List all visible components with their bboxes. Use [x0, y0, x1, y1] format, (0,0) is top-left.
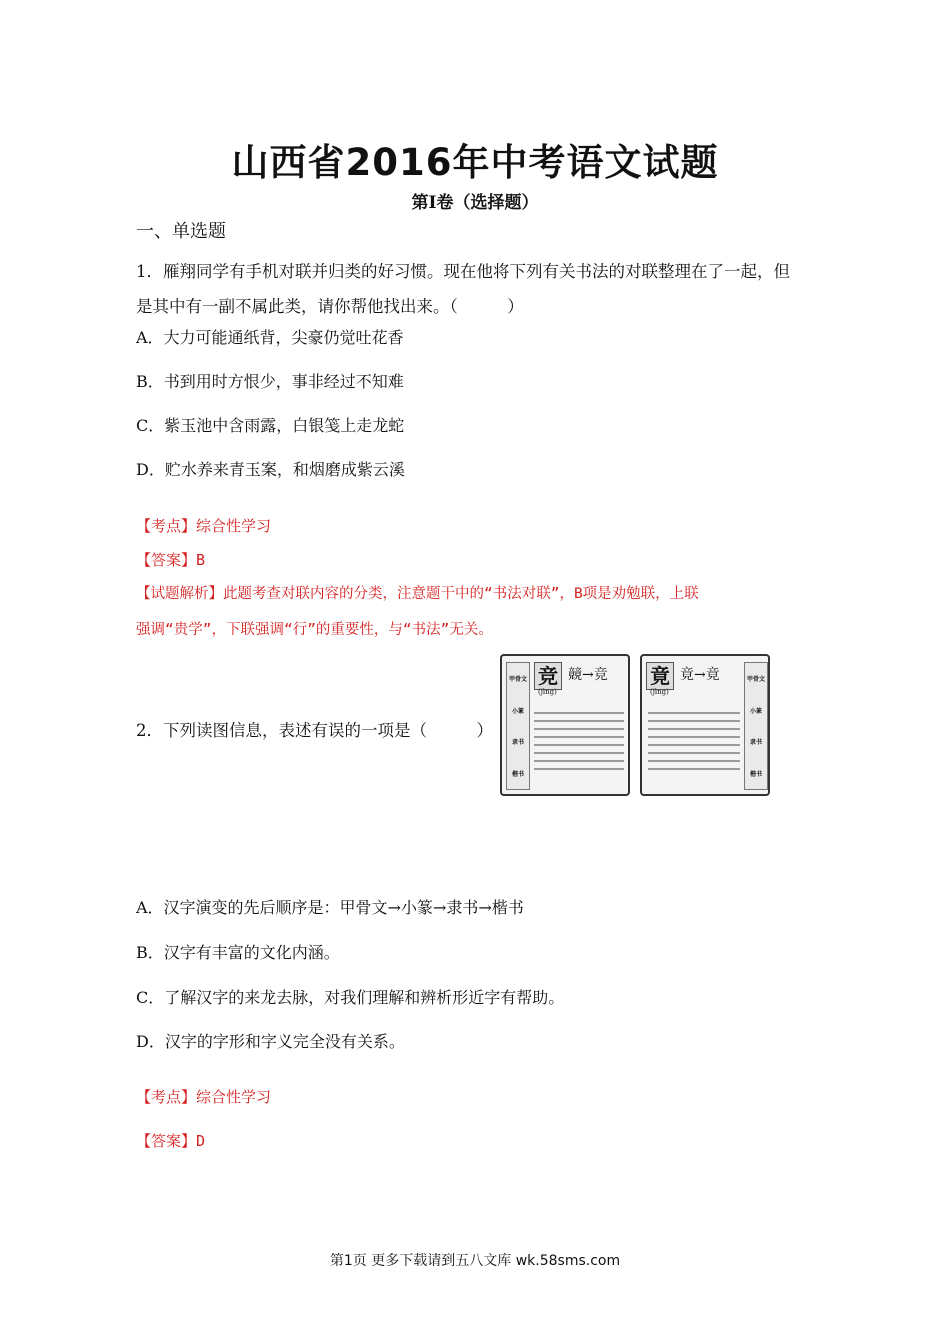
q1-stem-line2: 是其中有一副不属此类，请你帮他找出来。（ ）	[136, 297, 524, 316]
script-sidebar-right	[744, 662, 768, 790]
q1-option-a: A．大力可能通纸背，尖豪仍觉吐花香	[136, 328, 404, 347]
page-footer: 第1页 更多下载请到五八文库 wk.58sms.com	[329, 1253, 621, 1269]
explanation-text-block	[648, 706, 740, 792]
headword-pinyin: (jìng)	[538, 688, 557, 696]
figure-panel-right	[640, 654, 770, 796]
q2-option-a: A．汉字演变的先后顺序是：甲骨文→小篆→隶书→楷书	[136, 898, 524, 917]
explanation-text-block	[534, 706, 624, 792]
glyph-evolution: 竸→竞	[568, 667, 608, 683]
headword-pinyin: (jìng)	[650, 688, 669, 696]
q1-option-d: D．贮水养来青玉案，和烟磨成紫云溪	[136, 460, 405, 479]
q1-option-b: B．书到用时方恨少，事非经过不知难	[136, 372, 404, 391]
script-label: 甲骨文	[508, 676, 527, 684]
q1-option-c: C．紫玉池中含雨露，白银笺上走龙蛇	[136, 416, 405, 435]
q1-kaodian: 【考点】综合性学习	[136, 517, 272, 535]
q2-option-b: B．汉字有丰富的文化内涵。	[136, 943, 340, 962]
script-label: 隶书	[511, 739, 524, 747]
script-label: 楷书	[749, 770, 762, 778]
headword-char: 竞	[534, 662, 562, 690]
figure-panel-left	[500, 654, 630, 796]
script-label: 小篆	[749, 707, 762, 715]
document-title: 山西省2016年中考语文试题	[231, 141, 719, 184]
q1-answer: 【答案】B	[136, 551, 206, 569]
q1-stem-line1: 1．雁翔同学有手机对联并归类的好习惯。现在他将下列有关书法的对联整理在了一起，但	[136, 262, 790, 281]
q1-analysis-line2: 强调“贵学”，下联强调“行”的重要性，与“书法”无关。	[136, 622, 493, 638]
headword-char: 竟	[646, 662, 674, 690]
q1-analysis-line1: 【试题解析】此题考查对联内容的分类，注意题干中的“书法对联”，B项是劝勉联，上联	[136, 586, 699, 602]
q2-option-c: C．了解汉字的来龙去脉，对我们理解和辨析形近字有帮助。	[136, 988, 565, 1007]
section-heading: 一、单选题	[136, 221, 226, 242]
script-sidebar-left	[506, 662, 530, 790]
q2-option-d: D．汉字的字形和字义完全没有关系。	[136, 1032, 405, 1051]
q2-kaodian: 【考点】综合性学习	[136, 1088, 272, 1106]
script-label: 隶书	[749, 739, 762, 747]
character-evolution-figure	[500, 654, 770, 796]
q2-answer: 【答案】D	[136, 1132, 206, 1150]
document-subtitle: 第Ⅰ卷（选择题）	[411, 193, 539, 213]
script-label: 小篆	[511, 707, 524, 715]
script-label: 楷书	[511, 770, 524, 778]
q2-stem: 2．下列读图信息，表述有误的一项是（ ）	[136, 721, 493, 740]
glyph-evolution: 竟→竟	[680, 667, 720, 683]
script-label: 甲骨文	[746, 676, 765, 684]
